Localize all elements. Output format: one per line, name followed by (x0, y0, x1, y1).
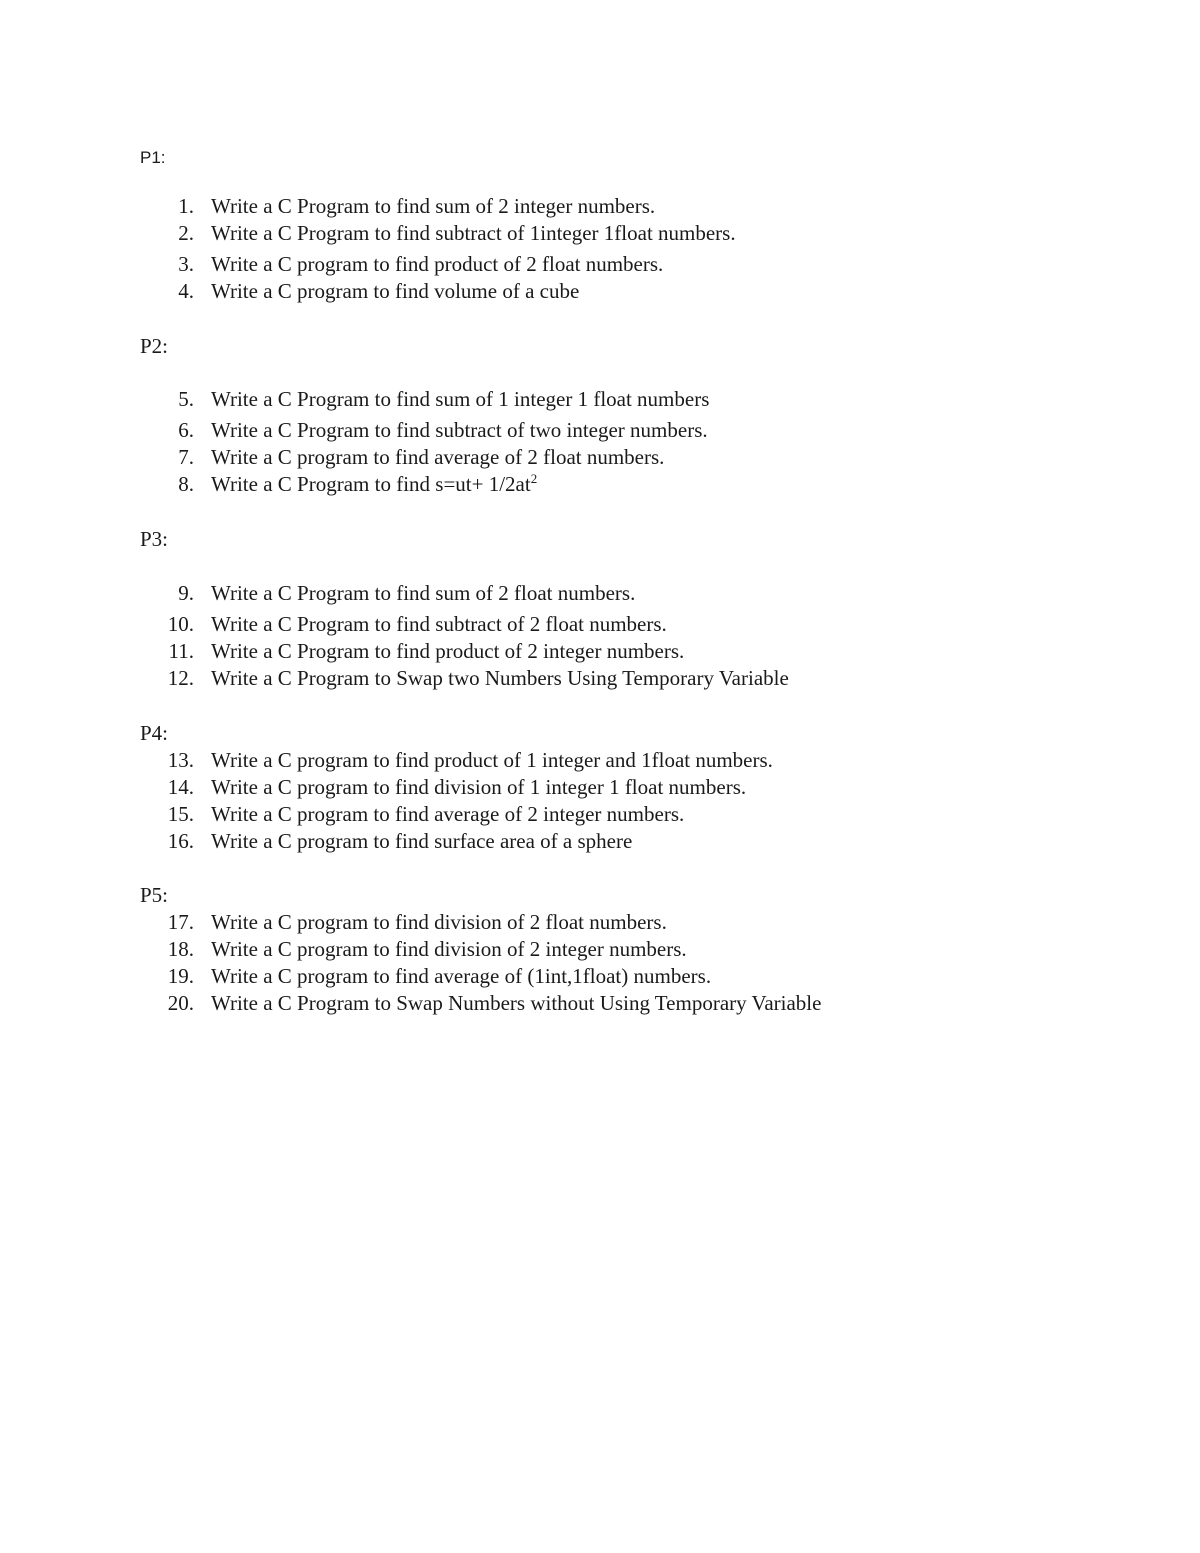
item-text: Write a C program to find volume of a cube (211, 279, 580, 303)
item-text: Write a C Program to find sum of 2 float numbers. (211, 581, 636, 605)
item-text: Write a C Program to find sum of 2 integer numbers. (211, 194, 656, 218)
item-number: 9. (178, 581, 194, 605)
item-text: Write a C program to find product of 1 integer and 1float numbers. (211, 748, 773, 772)
item-text: Write a C Program to find subtract of two integer numbers. (211, 418, 708, 442)
item-number: 19. (167, 964, 194, 988)
item-number: 15. (167, 802, 194, 826)
section-heading-p3: P3: (140, 527, 169, 551)
item-text: Write a C Program to find product of 2 integer numbers. (211, 639, 685, 663)
item-text: Write a C Program to find subtract of 1integer 1float numbers. (211, 221, 736, 245)
item-text: Write a C program to find surface area of a sphere (211, 829, 633, 853)
item-number: 7. (178, 445, 194, 469)
item-number: 4. (178, 279, 194, 303)
item-number: 8. (178, 472, 194, 496)
item-text: Write a C program to find division of 2 float numbers. (211, 910, 667, 934)
section-heading-p4: P4: (140, 721, 169, 745)
item-text: Write a C Program to find sum of 1 integer 1 float numbers (211, 387, 710, 411)
item-number: 6. (178, 418, 194, 442)
item-text: Write a C program to find average of (1int,1float) numbers. (211, 964, 712, 988)
item-number: 13. (167, 748, 194, 772)
item-text: Write a C program to find average of 2 integer numbers. (211, 802, 685, 826)
item-text: Write a C program to find division of 1 integer 1 float numbers. (211, 775, 747, 799)
item-number: 2. (178, 221, 194, 245)
item-number: 11. (168, 639, 194, 663)
item-text: Write a C Program to Swap two Numbers Using Temporary Variable (211, 666, 789, 690)
item-text: Write a C program to find average of 2 float numbers. (211, 445, 665, 469)
item-text: Write a C Program to Swap Numbers without Using Temporary Variable (211, 991, 822, 1015)
item-number: 3. (178, 252, 194, 276)
item-number: 14. (167, 775, 194, 799)
item-text: Write a C Program to find subtract of 2 float numbers. (211, 612, 667, 636)
formula-text: Write a C Program to find s=ut+ 1/2at (211, 472, 531, 496)
item-number: 5. (178, 387, 194, 411)
item-text: Write a C program to find division of 2 integer numbers. (211, 937, 687, 961)
item-number: 20. (167, 991, 194, 1015)
item-text: Write a C program to find product of 2 float numbers. (211, 252, 664, 276)
superscript: 2 (530, 471, 538, 486)
item-number: 1. (178, 194, 194, 218)
item-text-with-superscript (211, 472, 537, 496)
item-number: 17. (167, 910, 194, 934)
section-heading-p5: P5: (140, 883, 169, 907)
section-heading-p2: P2: (140, 334, 169, 358)
item-number: 18. (167, 937, 194, 961)
item-number: 16. (167, 829, 194, 853)
item-number: 12. (167, 666, 194, 690)
section-heading-p1: P1: (140, 148, 166, 167)
item-number: 10. (167, 612, 194, 636)
